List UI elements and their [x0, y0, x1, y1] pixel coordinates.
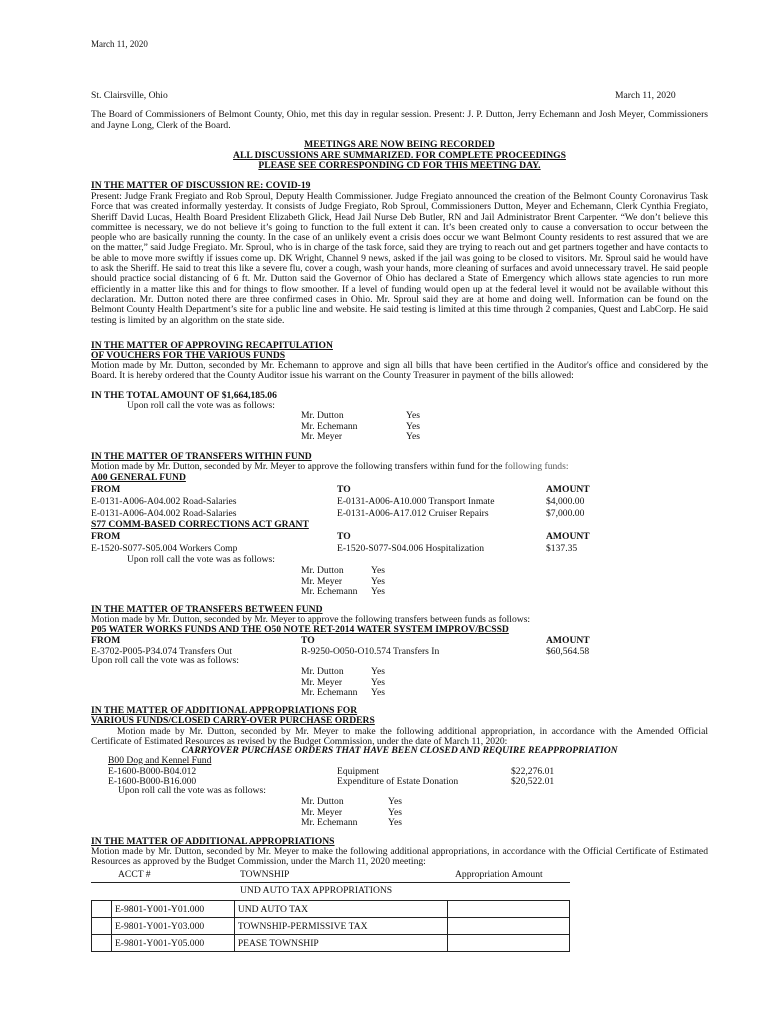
vouchers-body: Motion made by Mr. Dutton, seconded by Mr. Echemann to approve and sign all bills that have been certified in the Auditor's office and considered by the Board. It is hereby ordered that the County Auditor issue his warrant on the County Treasurer in payment of the bills allowed: [91, 360, 708, 382]
table-row [92, 901, 570, 918]
acct-amount: $20,522.01 [511, 776, 555, 787]
col-acct: ACCT # [118, 869, 151, 880]
transfer-to: E-1520-S077-S04.006 Hospitalization [337, 543, 485, 554]
notice-block [91, 140, 708, 172]
vote-value: Yes [371, 687, 385, 699]
table-row [92, 935, 570, 952]
transfer-to: E-0131-A006-A17.012 Cruiser Repairs [337, 508, 489, 519]
transfer-from: E-0131-A006-A04.002 Road-Salaries [91, 496, 237, 507]
transfer-from: E-3702-P005-P34.074 Transfers Out [91, 646, 232, 657]
transfer-amount: $60,564.58 [546, 646, 590, 657]
township-cell: UND AUTO TAX [234, 901, 448, 918]
acct-description: Equipment [337, 766, 380, 777]
amount-cell [448, 901, 570, 918]
additional-group-label: UND AUTO TAX APPROPRIATIONS [240, 885, 393, 896]
col-township: TOWNSHIP [240, 869, 290, 880]
fund-title-a00: A00 GENERAL FUND [91, 472, 186, 483]
acct-cell: E-9801-Y001-Y01.000 [111, 901, 234, 918]
col-amount: AMOUNT [546, 531, 590, 542]
voter-name: Mr. Echemann [301, 687, 358, 699]
vouchers-heading-line-2: OF VOUCHERS FOR THE VARIOUS FUNDS [91, 350, 286, 362]
col-to: TO [337, 484, 351, 495]
vouchers-roll-call: Upon roll call the vote was as follows: [127, 400, 275, 411]
township-cell: TOWNSHIP-PERMISSIVE TAX [234, 918, 448, 935]
acct-cell: E-9801-Y001-Y05.000 [111, 935, 234, 952]
transfers-between-heading: IN THE MATTER OF TRANSFERS BETWEEN FUND [91, 604, 323, 615]
vote-value: Yes [371, 666, 385, 677]
transfer-from: E-1520-S077-S05.004 Workers Comp [91, 543, 238, 554]
row-marker-cell [92, 901, 112, 918]
acct-amount: $22,276.01 [511, 766, 555, 777]
transfer-amount: $137.35 [546, 543, 578, 554]
carryover-subheading: CARRYOVER PURCHASE ORDERS THAT HAVE BEEN CLOSED AND REQUIRE REAPPROPRIATION [181, 745, 618, 756]
vouchers-heading [91, 341, 333, 362]
col-from: FROM [91, 635, 121, 646]
table-row [92, 918, 570, 935]
acct-number: E-1600-B000-B04.012 [108, 766, 197, 777]
acct-cell: E-9801-Y001-Y03.000 [111, 918, 234, 935]
vouchers-heading-line-1: IN THE MATTER OF APPROVING RECAPITULATION [91, 340, 333, 351]
transfers-within-motion [91, 462, 569, 473]
transfers-between-motion: Motion made by Mr. Dutton, seconded by Mr. Meyer to approve the following transfers between funds as follows: [91, 614, 531, 625]
dateline-place: St. Clairsville, Ohio [91, 90, 168, 101]
voter-name: Mr. Echemann [301, 586, 358, 598]
transfers-within-motion-text: Motion made by Mr. Dutton, seconded by Mr. Meyer to approve the following transfers within fund for the [91, 461, 505, 472]
voter-name: Mr. Meyer [301, 806, 343, 818]
vouchers-total: IN THE TOTAL AMOUNT OF $1,664,185.06 [91, 390, 277, 401]
acct-description: Expenditure of Estate Donation [337, 776, 459, 787]
vote-value: Yes [388, 796, 402, 807]
dateline-date: March 11, 2020 [615, 90, 676, 101]
col-from: FROM [91, 531, 121, 542]
intro-paragraph: The Board of Commissioners of Belmont County, Ohio, met this day in regular session. Present: J. P. Dutton, Jerry Echemann and Josh Meyer, Commissioners and Jayne Long, Clerk of the Board. [91, 109, 708, 131]
carryover-body: Motion made by Mr. Dutton, seconded by Mr. Meyer to make the following additional appropriation, in accordance with the Amended Official Certificate of Estimated Resources as revised by the Budget Commission, under the date of March 11, 2020: [91, 726, 708, 748]
col-amount: AMOUNT [546, 484, 590, 495]
vote-value: Yes [406, 431, 420, 443]
col-to: TO [301, 635, 315, 646]
voter-name: Mr. Dutton [301, 796, 344, 807]
voter-name: Mr. Dutton [301, 666, 344, 677]
vote-value: Yes [406, 420, 420, 432]
transfers-within-heading: IN THE MATTER OF TRANSFERS WITHIN FUND [91, 451, 312, 462]
transfer-from: E-0131-A006-A04.002 Road-Salaries [91, 508, 237, 519]
voter-name: Mr. Meyer [301, 676, 343, 688]
vote-value: Yes [388, 806, 402, 818]
appropriations-table [91, 900, 570, 952]
vote-value: Yes [371, 586, 385, 598]
notice-line-2: ALL DISCUSSIONS ARE SUMMARIZED. FOR COMPLETE PROCEEDINGS [233, 149, 566, 161]
additional-body: Motion made by Mr. Dutton, seconded by Mr. Meyer to make the following additional appropriations, in accordance with the Official Certificate of Estimated Resources as approved by the Budget Commission, under the March 11, 2020 meeting: [91, 846, 708, 868]
vote-value: Yes [371, 565, 385, 576]
voter-name: Mr. Echemann [301, 420, 358, 432]
transfers-within-motion-tail: following funds: [504, 461, 569, 472]
carryover-roll-call: Upon roll call the vote was as follows: [118, 785, 266, 796]
carryover-heading-line-1: IN THE MATTER OF ADDITIONAL APPROPRIATIONS FOR [91, 705, 358, 716]
amount-cell [448, 918, 570, 935]
voter-name: Mr. Meyer [301, 575, 343, 587]
col-appropriation-amount: Appropriation Amount [455, 869, 543, 880]
fund-title-s77: S77 COMM-BASED CORRECTIONS ACT GRANT [91, 519, 309, 530]
notice-line-1: MEETINGS ARE NOW BEING RECORDED [304, 139, 495, 150]
transfer-amount: $7,000.00 [546, 508, 585, 519]
amount-cell [448, 935, 570, 952]
vote-value: Yes [371, 575, 385, 587]
transfer-amount: $4,000.00 [546, 496, 585, 507]
col-to: TO [337, 531, 351, 542]
table-top-rule [91, 882, 570, 883]
vote-value: Yes [388, 817, 402, 829]
transfers-within-roll-call: Upon roll call the vote was as follows: [127, 554, 275, 565]
voter-name: Mr. Meyer [301, 431, 343, 443]
transfer-to: E-0131-A006-A10.000 Transport Inmate [337, 496, 495, 507]
carryover-heading [91, 706, 375, 727]
acct-number: E-1600-B000-B16.000 [108, 776, 197, 787]
running-header-date: March 11, 2020 [91, 39, 148, 49]
row-marker-cell [92, 935, 112, 952]
col-from: FROM [91, 484, 121, 495]
col-amount: AMOUNT [546, 635, 590, 646]
township-cell: PEASE TOWNSHIP [234, 935, 448, 952]
covid-heading: IN THE MATTER OF DISCUSSION RE: COVID-19 [91, 180, 311, 191]
carryover-heading-line-2: VARIOUS FUNDS/CLOSED CARRY-OVER PURCHASE ORDERS [91, 715, 375, 727]
transfer-to: R-9250-O050-O10.574 Transfers In [301, 646, 440, 657]
transfers-between-roll-call: Upon roll call the vote was as follows: [91, 655, 239, 666]
covid-body: Present: Judge Frank Fregiato and Rob Sproul, Deputy Health Commissioner. Judge Fregiato announced the creation of the Belmont County Coronavirus Task Force that was created informally yesterday. It consists of Judge Fregiato, Rob Sproul, Commissioners Dutton, Meyer and Echemann, Clerk Cynthia Fregiato, Sheriff David Lucas, Health Board President Elizabeth Glick, Head Jail Nurse Deb Butler, RN and Jail Administrator Brent Carpenter. “We don’t believe this committee is necessary, we do not believe it’s going to function to the full extent it can. It’s been created only to cause a conversation to occur between the people who are basically running the county. In the case of an unlikely event a crisis does occur we want Belmont County residents to rest assured that we are on the matter,” said Judge Fregiato. Mr. Sproul, who is in charge of the task force, said they are trying to reach out and get partners together and have contacts to be able to move more swiftly if issues come up. DK Wright, Channel 9 news, asked if the jail was going to be closed to visitors. Mr. Sproul said he would have to ask the Sheriff. He said to treat this like a severe flu, cover a cough, wash your hands, more cleaning of surfaces and avoid unnecessary travel. He said people should practice social distancing of 6 ft. Mr. Dutton said the Governor of Ohio has declared a State of Emergency which allows state agencies to run more efficiently in a matter like this and for things to flow smoother. If a level of funding would open up at the federal level it would not be available without this declaration. Mr. Dutton noted there are three confirmed cases in Ohio. Mr. Sproul said they are at home and doing well. Information can be found on the Belmont County Health Department’s site for a public line and website. He said testing is limited at this time through 2 companies, Quest and LabCorp. He said testing is limited by an algorithm on the state side. [91, 191, 708, 326]
voter-name: Mr. Dutton [301, 565, 344, 576]
vote-value: Yes [406, 410, 420, 421]
voter-name: Mr. Dutton [301, 410, 344, 421]
fund-title-b00: B00 Dog and Kennel Fund [108, 755, 212, 766]
notice-line-3: PLEASE SEE CORRESPONDING CD FOR THIS MEETING DAY. [258, 160, 541, 172]
vote-value: Yes [371, 676, 385, 688]
additional-heading: IN THE MATTER OF ADDITIONAL APPROPRIATIONS [91, 836, 335, 847]
row-marker-cell [92, 918, 112, 935]
voter-name: Mr. Echemann [301, 817, 358, 829]
fund-title-p05: P05 WATER WORKS FUNDS AND THE O50 NOTE RET-2014 WATER SYSTEM IMPROV/BCSSD [91, 624, 509, 635]
